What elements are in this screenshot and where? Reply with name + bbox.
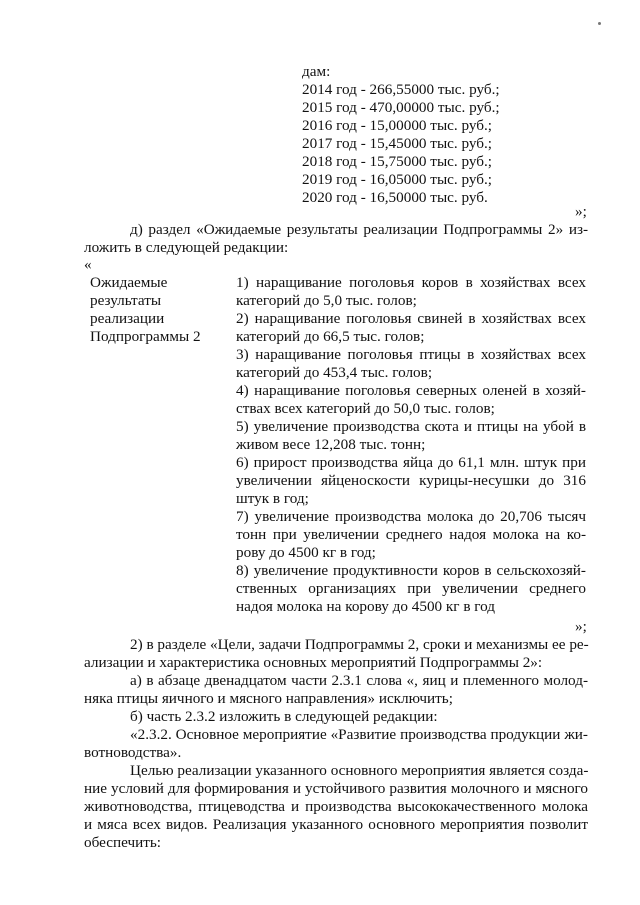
funding-2016: 2016 год - 15,00000 тыс. руб.; — [302, 117, 493, 134]
section-2-line-2: ализации и характеристика основных мероприятий Подпрограммы 2»: — [84, 654, 543, 671]
paragraph-line-5: обеспечить: — [84, 834, 162, 851]
section-2-line-1: 2) в разделе «Цели, задачи Подпрограммы 2, сроки и механизмы ее ре- — [130, 636, 589, 653]
result-item-6-line-3: штук в год; — [236, 490, 309, 507]
result-item-8-line-3: надоя молока на корову до 4500 кг в год — [236, 598, 496, 615]
funding-2019: 2019 год - 16,05000 тыс. руб.; — [302, 171, 493, 188]
item-a-line-2: няка птицы яичного и мясного направления» исключить; — [84, 690, 453, 707]
funding-2020: 2020 год - 16,50000 тыс. руб. — [302, 189, 488, 206]
paragraph-line-1: Целью реализации указанного основного мероприятия является созда- — [130, 762, 589, 779]
result-item-8-line-1: 8) увеличение продуктивности коров в сельскохозяй- — [236, 562, 586, 579]
result-item-8-line-2: ственных организациях при увеличении среднего — [236, 580, 586, 597]
results-label-line-1: Ожидаемые — [90, 274, 168, 291]
funding-2018: 2018 год - 15,75000 тыс. руб.; — [302, 153, 493, 170]
results-label-line-4: Подпрограммы 2 — [90, 328, 201, 345]
result-item-1-line-1: 1) наращивание поголовья коров в хозяйствах всех — [236, 274, 586, 291]
funding-2017: 2017 год - 15,45000 тыс. руб.; — [302, 135, 493, 152]
quote-line-1: «2.3.2. Основное мероприятие «Развитие производства продукции жи- — [130, 726, 588, 743]
result-item-5-line-1: 5) увеличение производства скота и птицы на убой в — [236, 418, 586, 435]
results-closing-quote: »; — [575, 618, 587, 635]
result-item-7-line-2: тонн при увеличении среднего надоя молока на ко- — [236, 526, 586, 543]
section-d-line-2: ложить в следующей редакции: — [84, 239, 289, 256]
result-item-3-line-1: 3) наращивание поголовья птицы в хозяйствах всех — [236, 346, 586, 363]
item-a-line-1: а) в абзаце двенадцатом части 2.3.1 слова «, яиц и племенного молод- — [130, 672, 588, 689]
section-d-line-1: д) раздел «Ожидаемые результаты реализации Подпрограммы 2» из- — [130, 221, 588, 238]
result-item-3-line-2: категорий до 453,4 тыс. голов; — [236, 364, 433, 381]
result-item-6-line-2: увеличении яйценоскости курицы-несушки до 316 — [236, 472, 586, 489]
result-item-4-line-1: 4) наращивание поголовья северных оленей в хозяй- — [236, 382, 586, 399]
results-label-line-3: реализации — [90, 310, 165, 327]
result-item-2-line-1: 2) наращивание поголовья свиней в хозяйствах всех — [236, 310, 586, 327]
item-b-line: б) часть 2.3.2 изложить в следующей редакции: — [130, 708, 438, 725]
result-item-4-line-2: ствах всех категорий до 50,0 тыс. голов; — [236, 400, 495, 417]
result-item-6-line-1: 6) прирост производства яйца до 61,1 млн. штук при — [236, 454, 586, 471]
paragraph-line-3: животноводства, птицеводства и производства высококачественного молока — [84, 798, 588, 815]
funding-intro: дам: — [302, 63, 331, 80]
scan-dot — [598, 22, 601, 25]
paragraph-line-4: и мяса всех видов. Реализация указанного основного мероприятия позволит — [84, 816, 588, 833]
result-item-5-line-2: живом весе 12,208 тыс. тонн; — [236, 436, 426, 453]
results-label-line-2: результаты — [90, 292, 162, 309]
result-item-2-line-2: категорий до 66,5 тыс. голов; — [236, 328, 425, 345]
section-d-opening-quote: « — [84, 256, 92, 273]
funding-closing-quote: »; — [575, 203, 587, 220]
paragraph-line-2: ние условий для формирования и устойчивого развития молочного и мясного — [84, 780, 588, 797]
result-item-1-line-2: категорий до 5,0 тыс. голов; — [236, 292, 417, 309]
funding-2015: 2015 год - 470,00000 тыс. руб.; — [302, 99, 500, 116]
funding-2014: 2014 год - 266,55000 тыс. руб.; — [302, 81, 500, 98]
result-item-7-line-1: 7) увеличение производства молока до 20,706 тысяч — [236, 508, 586, 525]
quote-line-2: вотноводства». — [84, 744, 182, 761]
result-item-7-line-3: рову до 4500 кг в год; — [236, 544, 376, 561]
